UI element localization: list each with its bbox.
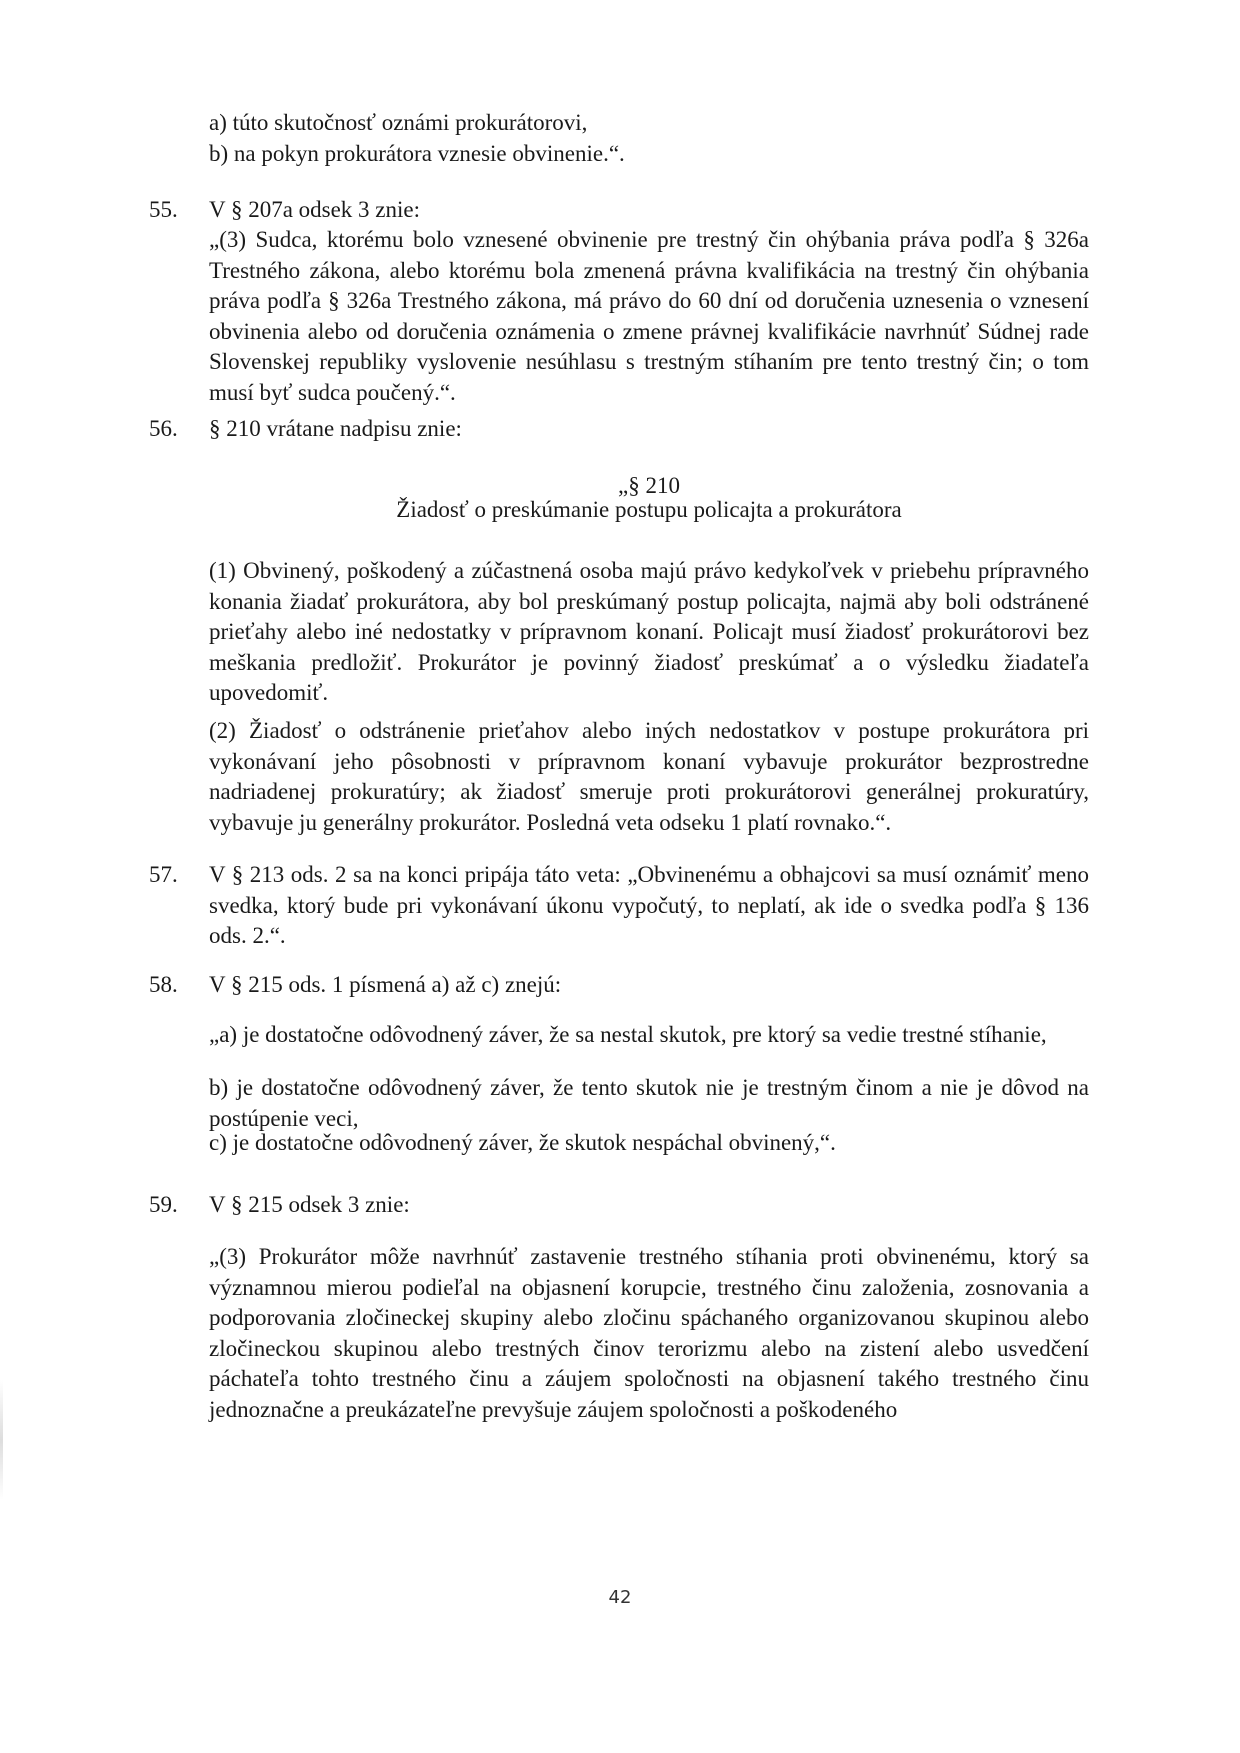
intro-line-b: b) na pokyn prokurátora vznesie obvinenie.“. — [209, 140, 625, 166]
page-number: 42 — [608, 1587, 632, 1608]
item-number-57: 57. — [149, 862, 178, 887]
point-a: „a) je dostatočne odôvodnený záver, že sa nestal skutok, pre ktorý sa vedie trestné stíhanie, — [209, 1022, 1047, 1047]
item-text-55: „(3) Sudca, ktorému bolo vznesené obvinenie pre trestný čin ohýbania práva podľa § 326a Trestného zákona, alebo ktorému bola zmenená právna kvalifikácia na trestný čin ohýbania práva podľa § 326a Trestného zákona, má právo do 60 dní od doručenia uznesenia o vznesení obvinenia alebo od doručenia oznámenia o zmene právnej kvalifikácie navrhnúť Súdnej rade Slovenskej republiky vyslovenie nesúhlasu s trestným stíhaním pre tento trestný čin; o tom musí byť sudca poučený.“. — [209, 227, 1089, 405]
item-heading-58: V § 215 ods. 1 písmená a) až c) znejú: — [209, 972, 562, 997]
section-mark: „§ 210 — [618, 473, 680, 498]
item-number-59: 59. — [149, 1192, 178, 1217]
intro-block — [209, 108, 1089, 169]
section-paragraph-1: (1) Obvinený, poškodený a zúčastnená osoba majú právo kedykoľvek v priebehu prípravného konania žiadať prokurátora, aby bol preskúmaný postup policajta, najmä aby boli odstránené prieťahy alebo iné nedostatky v prípravnom konaní. Policajt musí žiadosť prokurátorovi bez meškania predložiť. Prokurátor je povinný žiadosť preskúmať a o výsledku žiadateľa upovedomiť. — [209, 558, 1089, 705]
item-number-55: 55. — [149, 197, 178, 222]
item-text-57: V § 213 ods. 2 sa na konci pripája táto veta: „Obvinenému a obhajcovi sa musí oznámiť meno svedka, ktorý bude pri vykonávaní úkonu vypočutý, to neplatí, ak ide o svedka podľa § 136 ods. 2.“. — [209, 862, 1089, 948]
item-heading-55: V § 207a odsek 3 znie: — [209, 197, 421, 222]
intro-line-a: a) túto skutočnosť oznámi prokurátorovi, — [209, 110, 588, 135]
section-title: Žiadosť o preskúmanie postupu policajta a prokurátora — [396, 497, 902, 522]
item-number-58: 58. — [149, 972, 178, 997]
item-number-56: 56. — [149, 416, 178, 441]
scan-edge-shadow — [0, 1380, 3, 1500]
item-heading-56: § 210 vrátane nadpisu znie: — [209, 416, 462, 441]
item-heading-59: V § 215 odsek 3 znie: — [209, 1192, 410, 1217]
section-paragraph-2: (2) Žiadosť o odstránenie prieťahov alebo iných nedostatkov v postupe prokurátora pri vykonávaní jeho pôsobnosti v prípravnom konaní vybavuje prokurátor bezprostredne nadriadenej prokuratúry; ak žiadosť smeruje proti prokurátorovi generálnej prokuratúry, vybavuje ju generálny prokurátor. Posledná veta odseku 1 platí rovnako.“. — [209, 718, 1089, 835]
point-b: b) je dostatočne odôvodnený záver, že tento skutok nie je trestným činom a nie je dôvod na postúpenie veci, — [209, 1075, 1089, 1131]
point-c: c) je dostatočne odôvodnený záver, že skutok nespáchal obvinený,“. — [209, 1130, 836, 1155]
item-text-59: „(3) Prokurátor môže navrhnúť zastavenie trestného stíhania proti obvinenému, ktorý sa významnou mierou podieľal na objasnení korupcie, trestného činu založenia, zosnovania a podporovania zločineckej skupiny alebo zločinu spáchaného organizovanou skupinou alebo zločineckou skupinou alebo trestných činov terorizmu alebo na zistení alebo usvedčení páchateľa tohto trestného činu a záujem spoločnosti na objasnení takého trestného činu jednoznačne a preukázateľne prevyšuje záujem spoločnosti a poškodeného — [209, 1244, 1089, 1422]
